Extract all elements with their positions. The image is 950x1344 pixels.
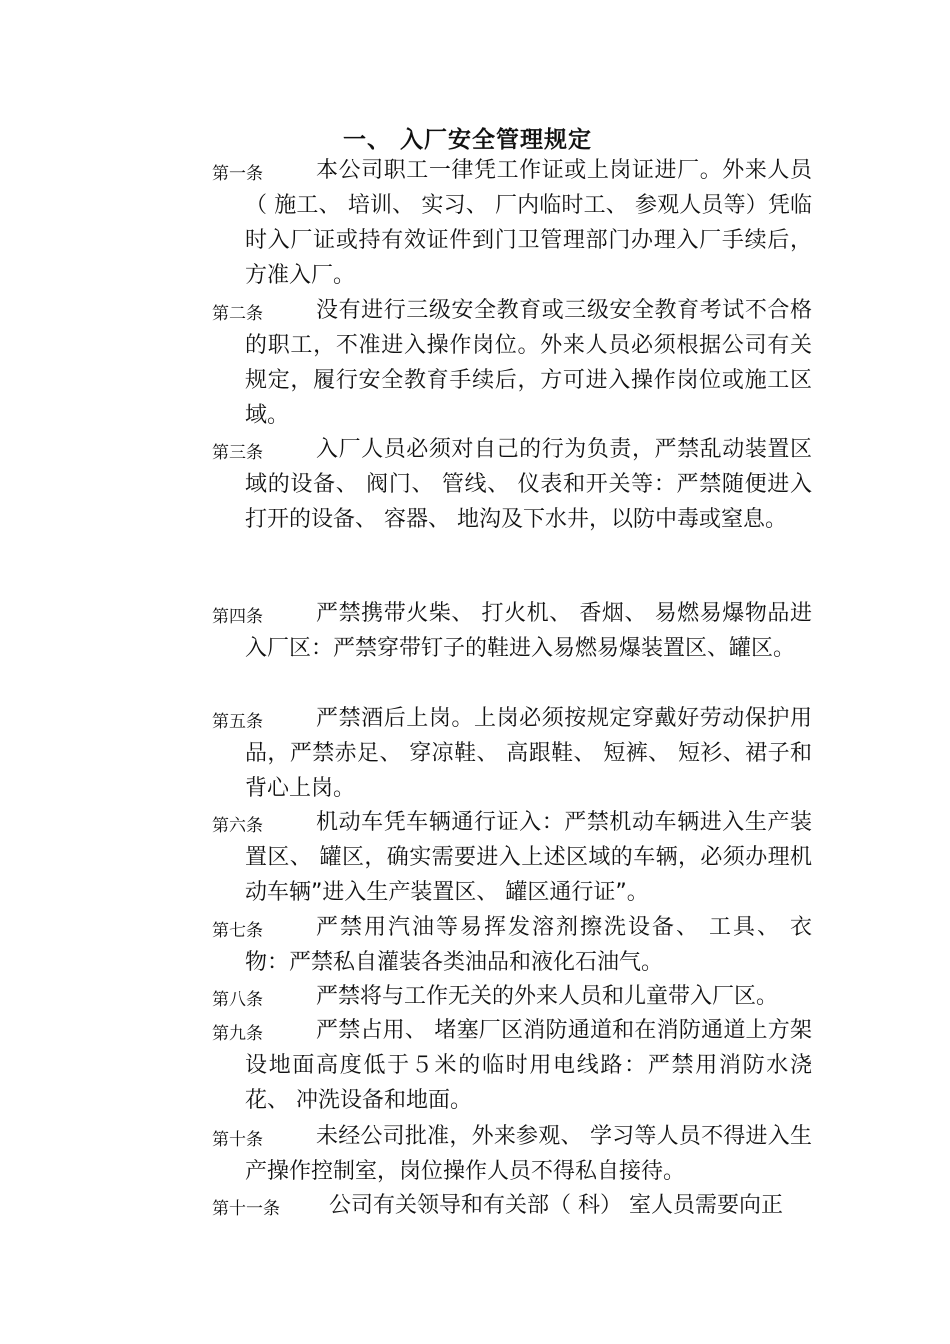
article-label: 第六条 <box>212 816 263 836</box>
article-label: 第十一条 <box>212 1199 280 1219</box>
article-4 <box>212 596 812 666</box>
article-text: 本公司职工一律凭工作证或上岗证进厂。外来人员（ 施工、 培训、 实习、 厂内临时工、 参观人员等）凭临时入厂证或持有效证件到门卫管理部门办理入厂手续后，方准入厂。 <box>245 158 812 288</box>
article-8 <box>212 979 812 1014</box>
article-text: 机动车凭车辆通行证入：严禁机动车辆进入生产装置区、 罐区，确实需要进入上述区域的车辆，必须办理机动车辆”进入生产装置区、 罐区通行证”。 <box>245 810 812 905</box>
article-label: 第三条 <box>212 443 263 463</box>
article-text: 没有进行三级安全教育或三级安全教育考试不合格的职工，不准进入操作岗位。外来人员必须根据公司有关规定，履行安全教育手续后，方可进入操作岗位或施工区域。 <box>245 298 812 428</box>
article-label: 第一条 <box>212 164 263 184</box>
article-text: 入厂人员必须对自己的行为负责，严禁乱动装置区域的设备、 阀门、 管线、 仪表和开关等：严禁随便进入打开的设备、 容器、 地沟及下水井，以防中毒或窒息。 <box>245 437 812 532</box>
article-text: 严禁用汽油等易挥发溶剂擦洗设备、 工具、 衣物：严禁私自灌装各类油品和液化石油气。 <box>245 915 812 975</box>
article-11 <box>212 1188 812 1223</box>
article-text: 严禁占用、 堵塞厂区消防通道和在消防通道上方架设地面高度低于５米的临时用电线路：严禁用消防水浇花、 冲洗设备和地面。 <box>245 1018 812 1113</box>
article-text: 公司有关领导和有关部（ 科） 室人员需要向正 <box>329 1193 783 1218</box>
article-1 <box>212 153 812 293</box>
section-title: 一、 入厂安全管理规定 <box>343 127 593 153</box>
article-6 <box>212 805 812 910</box>
article-2 <box>212 293 812 433</box>
article-label: 第四条 <box>212 607 263 627</box>
article-text: 严禁将与工作无关的外来人员和儿童带入厂区。 <box>316 984 779 1009</box>
article-10 <box>212 1119 812 1189</box>
article-text: 严禁酒后上岗。上岗必须按规定穿戴好劳动保护用品，严禁赤足、 穿凉鞋、 高跟鞋、 短裤、 短衫、裙子和背心上岗。 <box>245 706 812 801</box>
article-7 <box>212 910 812 980</box>
article-text: 未经公司批准，外来参观、 学习等人员不得进入生产操作控制室，岗位操作人员不得私自接待。 <box>245 1124 812 1184</box>
article-label: 第二条 <box>212 304 263 324</box>
article-3 <box>212 432 812 537</box>
article-label: 第十条 <box>212 1130 263 1150</box>
article-label: 第九条 <box>212 1024 263 1044</box>
article-label: 第七条 <box>212 921 263 941</box>
article-label: 第五条 <box>212 712 263 732</box>
article-9 <box>212 1013 812 1118</box>
article-5 <box>212 701 812 806</box>
article-label: 第八条 <box>212 990 263 1010</box>
article-text: 严禁携带火柴、 打火机、 香烟、 易燃易爆物品进入厂区：严禁穿带钉子的鞋进入易燃易爆装置区、罐区。 <box>245 601 812 661</box>
